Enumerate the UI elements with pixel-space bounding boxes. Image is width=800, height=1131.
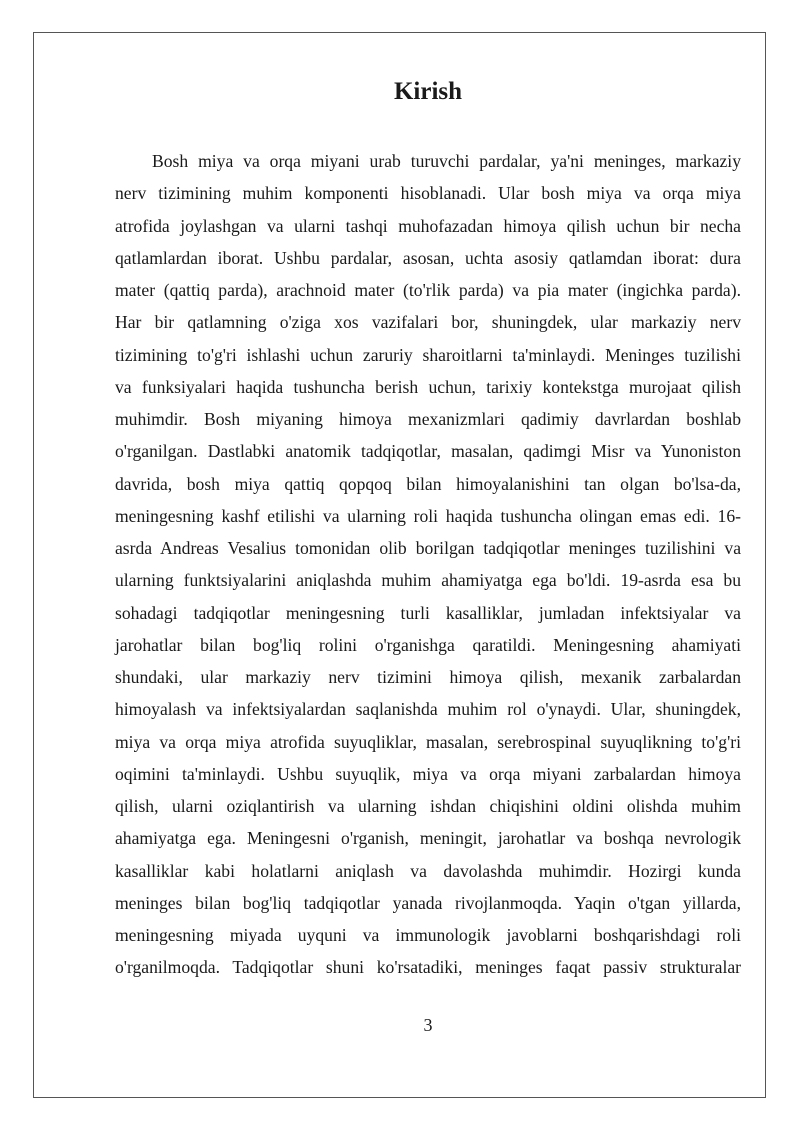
paragraph-line: oqimini ta'minlaydi. Ushbu suyuqlik, miya va orqa miyani zarbalardan himoya xyxy=(115,763,741,784)
body-paragraph xyxy=(115,145,741,984)
paragraph-line: ahamiyatga ega. Meningesni o'rganish, meningit, jarohatlar va boshqa nevrologik xyxy=(115,828,741,849)
paragraph-line: davrida, bosh miya qattiq qopqoq bilan himoyalanishini tan olgan bo'lsa-da, xyxy=(115,473,741,494)
page-title: Kirish xyxy=(393,78,463,105)
paragraph-line: kasalliklar kabi holatlarni aniqlash va davolashda muhimdir. Hozirgi kunda xyxy=(115,860,741,881)
paragraph-line: mater (qattiq parda), arachnoid mater (to'rlik parda) va pia mater (ingichka parda). xyxy=(115,280,741,300)
paragraph-line: Har bir qatlamning o'ziga xos vazifalari bor, shuningdek, ular markaziy nerv xyxy=(115,312,741,333)
paragraph-line: muhimdir. Bosh miyaning himoya mexanizmlari qadimiy davrlardan boshlab xyxy=(115,409,741,429)
paragraph-line: va funksiyalari haqida tushuncha berish uchun, tarixiy kontekstga murojaat qilish xyxy=(115,376,741,397)
paragraph-line: sohadagi tadqiqotlar meningesning turli kasalliklar, jumladan infektsiyalar va xyxy=(115,602,741,623)
paragraph-line: miya va orqa miya atrofida suyuqliklar, masalan, serebrospinal suyuqlikning to'g'ri xyxy=(115,731,741,752)
paragraph-line: shundaki, ular markaziy nerv tizimini himoya qilish, mexanik zarbalardan xyxy=(115,667,741,687)
paragraph-line: qilish, ularni oziqlantirish va ularning ishdan chiqishini oldini olishda muhim xyxy=(115,796,741,816)
page-number: 3 xyxy=(423,1015,433,1035)
paragraph-line: jarohatlar bilan bog'liq rolini o'rganishga qaratildi. Meningesning ahamiyati xyxy=(115,634,741,655)
paragraph-line: meningesning kashf etilishi va ularning roli haqida tushuncha olingan emas edi. 16- xyxy=(115,505,741,526)
paragraph-line: himoyalash va infektsiyalardan saqlanishda muhim rol o'ynaydi. Ular, shuningdek, xyxy=(115,699,741,720)
paragraph-line: atrofida joylashgan va ularni tashqi muhofazadan himoya qilish uchun bir necha xyxy=(115,215,741,236)
paragraph-line: tizimining to'g'ri ishlashi uchun zaruriy sharoitlarni ta'minlaydi. Meninges tuzilishi xyxy=(115,344,741,365)
paragraph-line: asrda Andreas Vesalius tomonidan olib borilgan tadqiqotlar meninges tuzilishini va xyxy=(115,538,741,558)
paragraph-line: qatlamlardan iborat. Ushbu pardalar, asosan, uchta asosiy qatlamdan iborat: dura xyxy=(115,247,741,268)
paragraph-line: meningesning miyada uyquni va immunologik javoblarni boshqarishdagi roli xyxy=(115,925,741,945)
paragraph-line: Bosh miya va orqa miyani urab turuvchi pardalar, ya'ni meninges, markaziy xyxy=(152,151,741,171)
paragraph-line: meninges bilan bog'liq tadqiqotlar yanada rivojlanmoqda. Yaqin o'tgan yillarda, xyxy=(115,892,741,913)
paragraph-line: o'rganilgan. Dastlabki anatomik tadqiqotlar, masalan, qadimgi Misr va Yunoniston xyxy=(115,441,741,462)
paragraph-line: nerv tizimining muhim komponenti hisoblanadi. Ular bosh miya va orqa miya xyxy=(115,183,741,204)
paragraph-line: o'rganilmoqda. Tadqiqotlar shuni ko'rsatadiki, meninges faqat passiv strukturalar xyxy=(115,957,741,978)
paragraph-line: ularning funktsiyalarini aniqlashda muhim ahamiyatga ega bo'ldi. 19-asrda esa bu xyxy=(115,570,741,591)
